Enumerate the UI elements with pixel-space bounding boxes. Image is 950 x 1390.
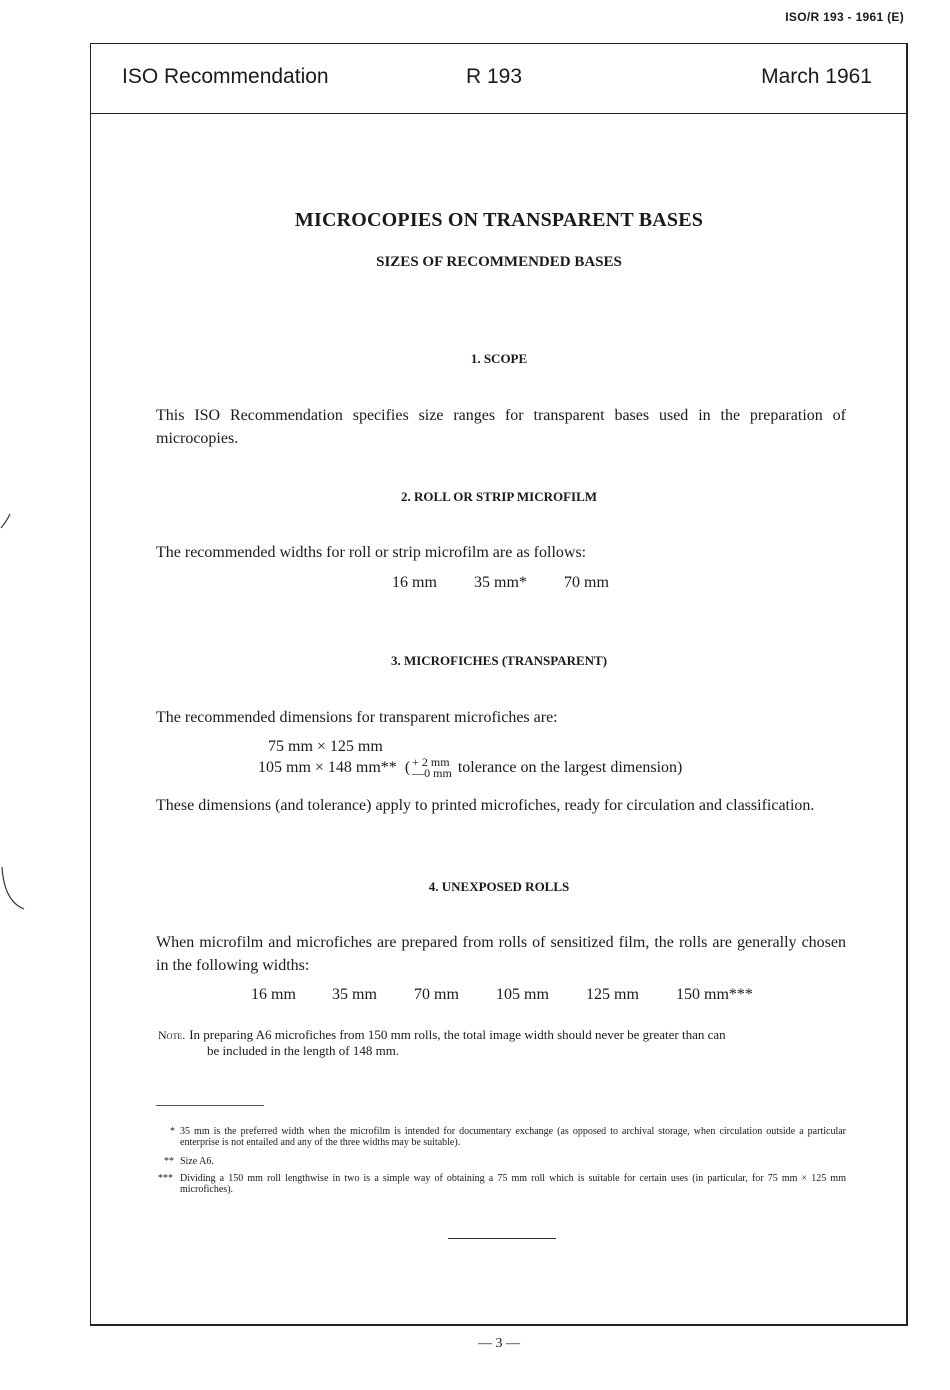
section-heading-roll: 2. ROLL OR STRIP MICROFILM xyxy=(400,489,598,504)
section-heading-scope: 1. SCOPE xyxy=(470,351,528,366)
footnote-text: Dividing a 150 mm roll lengthwise in two is a simple way of obtaining a 75 mm roll which is suitable for certain uses (in particular, for 75 mm × 125 mm microfiches). xyxy=(180,1173,846,1195)
unexposed-width: 150 mm*** xyxy=(676,986,753,1003)
unexposed-width: 105 mm xyxy=(496,986,549,1003)
roll-widths xyxy=(392,574,609,592)
footnote-text: Size A6. xyxy=(180,1156,214,1167)
tolerance-open-paren: ( xyxy=(404,758,411,776)
microfiche-dim-2: 105 mm × 148 mm** xyxy=(258,758,397,776)
page-title: MICROCOPIES ON TRANSPARENT BASES xyxy=(294,209,704,231)
header-center: R 193 xyxy=(466,65,523,88)
microfiche-dim-1: 75 mm × 125 mm xyxy=(268,738,383,755)
note-text-2: be included in the length of 148 mm. xyxy=(207,1043,400,1058)
section-heading-microfiches: 3. MICROFICHES (TRANSPARENT) xyxy=(390,653,608,668)
document-code: ISO/R 193 - 1961 (E) xyxy=(785,10,904,24)
note-text-1: In preparing A6 microfiches from 150 mm rolls, the total image width should never be greater than can xyxy=(189,1027,726,1042)
footnote-3 xyxy=(158,1173,846,1195)
scan-artifact xyxy=(0,865,26,911)
tolerance-fraction xyxy=(412,757,452,779)
unexposed-width: 125 mm xyxy=(586,986,639,1003)
note-lead: Note. xyxy=(158,1028,186,1042)
header-divider xyxy=(90,113,908,114)
page-number: — 3 — xyxy=(478,1336,520,1351)
microfiche-dim-2-row xyxy=(258,757,682,779)
roll-width: 35 mm* xyxy=(474,574,527,591)
unexposed-widths xyxy=(251,986,753,1004)
tolerance-upper: + 2 mm xyxy=(412,755,450,769)
header-left: ISO Recommendation xyxy=(122,65,329,88)
unexposed-width: 70 mm xyxy=(414,986,459,1003)
microfiches-note: These dimensions (and tolerance) apply to printed microfiches, ready for circulation and classification. xyxy=(156,797,815,814)
page-subtitle: SIZES OF RECOMMENDED BASES xyxy=(376,254,622,270)
roll-intro: The recommended widths for roll or strip microfilm are as follows: xyxy=(156,544,587,561)
tolerance-text: tolerance on the largest dimension) xyxy=(457,758,683,776)
footnote-1 xyxy=(170,1126,846,1148)
footnote-mark: * xyxy=(170,1126,175,1137)
tolerance-lower: —0 mm xyxy=(412,766,452,780)
scope-paragraph: This ISO Recommendation specifies size ranges for transparent bases used in the preparation of microcopies. xyxy=(156,407,846,447)
unexposed-width: 35 mm xyxy=(332,986,377,1003)
section-heading-unexposed: 4. UNEXPOSED ROLLS xyxy=(428,879,570,894)
footnote-2 xyxy=(164,1156,846,1167)
footnote-text: 35 mm is the preferred width when the microfilm is intended for documentary exchange (as opposed to archival storage, when circulation outside a particular enterprise is not entailed and any of the three widths may be suitable). xyxy=(180,1126,846,1148)
roll-width: 16 mm xyxy=(392,574,437,591)
scan-artifact xyxy=(0,500,12,530)
unexposed-width: 16 mm xyxy=(251,986,296,1003)
unexposed-intro: When microfilm and microfiches are prepared from rolls of sensitized film, the rolls are generally chosen in the following widths: xyxy=(156,934,846,974)
end-divider xyxy=(448,1238,556,1239)
note-block xyxy=(158,1027,846,1059)
footnote-mark: ** xyxy=(164,1156,174,1167)
footnote-divider xyxy=(156,1105,264,1106)
header-right: March 1961 xyxy=(761,65,872,88)
footnote-mark: *** xyxy=(158,1173,173,1184)
roll-width: 70 mm xyxy=(564,574,609,591)
microfiches-intro: The recommended dimensions for transparent microfiches are: xyxy=(156,709,558,726)
